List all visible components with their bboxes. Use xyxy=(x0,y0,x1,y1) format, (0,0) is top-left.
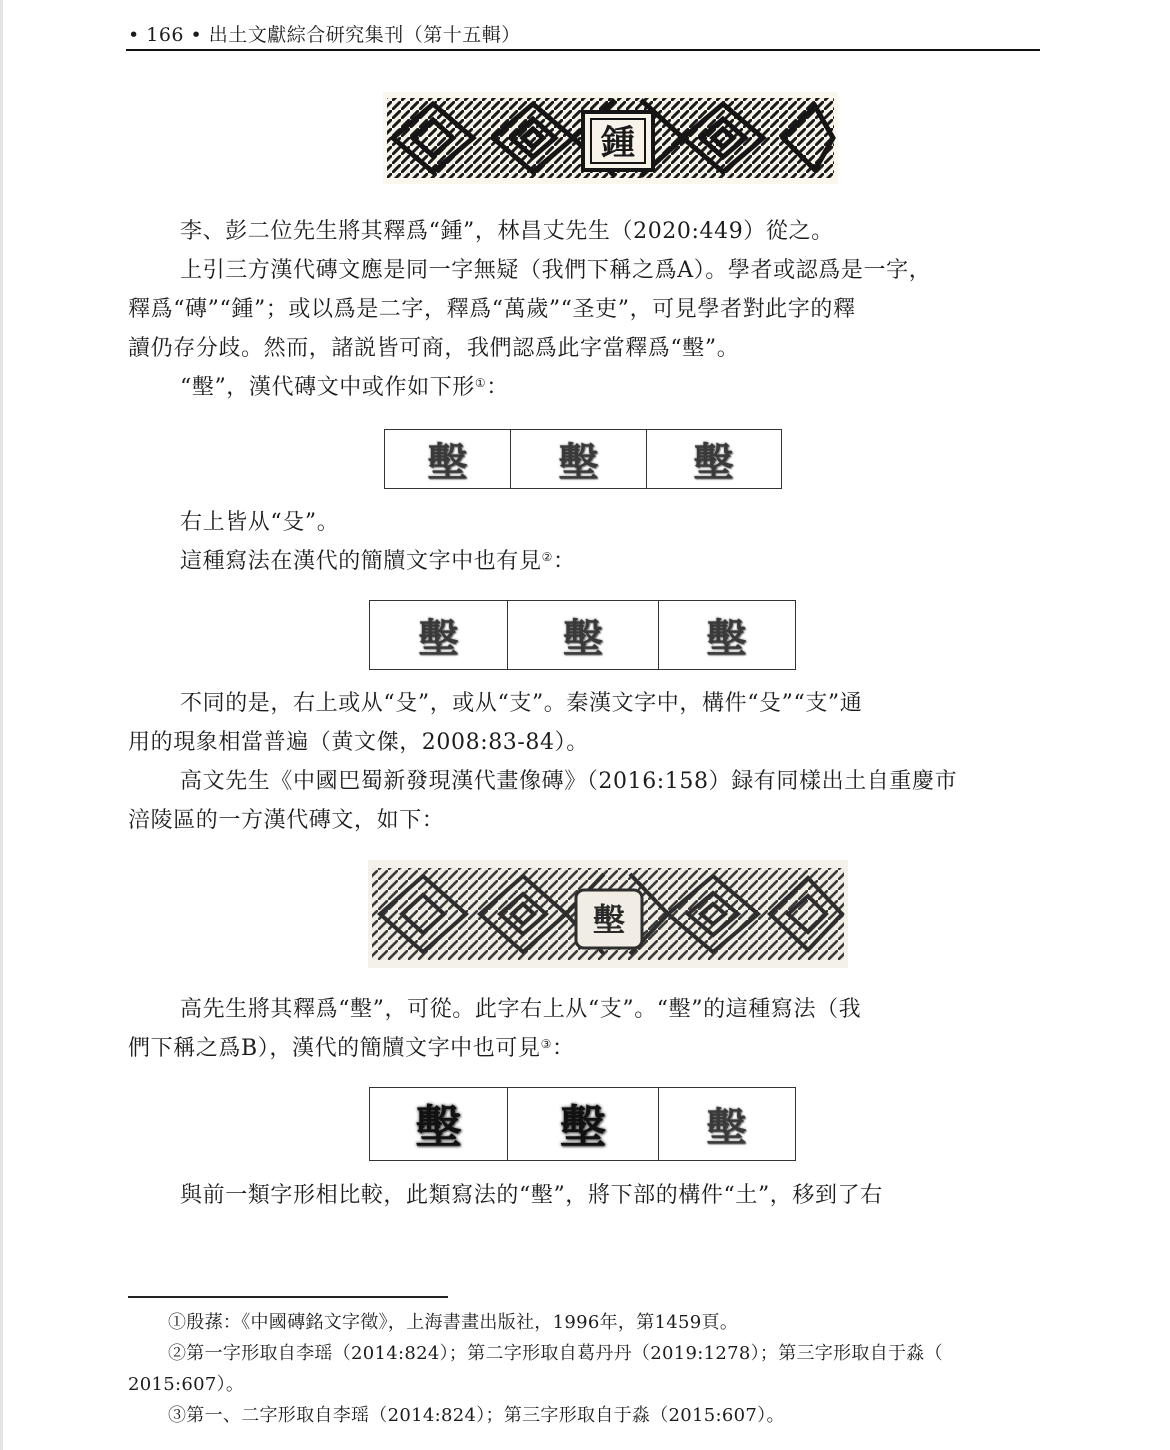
paragraph-3-text: “墼”，漢代磚文中或作如下形 xyxy=(180,375,475,400)
brick-rubbing-figure-1 xyxy=(383,92,838,184)
paragraph-6-line-2: 用的現象相當普遍（黄文傑，2008:83-84）。 xyxy=(128,730,589,755)
footnote-ref-1[interactable]: ① xyxy=(474,376,487,390)
glyph-table-2 xyxy=(369,600,796,670)
footnote-ref-2[interactable]: ② xyxy=(541,550,553,564)
brick-rubbing-figure-2 xyxy=(368,860,848,968)
footnote-ref-3[interactable]: ③ xyxy=(540,1037,552,1051)
paragraph-6-line-1: 不同的是，右上或从“殳”，或从“支”。秦漢文字中，構件“殳”“支”通 xyxy=(180,691,863,716)
glyph-cell: 墼 xyxy=(370,1088,508,1160)
glyph-table-1 xyxy=(384,429,782,489)
glyph-cell: 墼 xyxy=(508,601,659,669)
glyph-cell: 墼 xyxy=(706,614,747,662)
running-head: • 166 • 出土文獻綜合研究集刊（第十五輯） xyxy=(128,24,521,46)
paragraph-5 xyxy=(180,542,1090,581)
paragraph-3 xyxy=(180,368,1090,407)
glyph-table-3 xyxy=(369,1087,796,1161)
glyph-cell: 墼 xyxy=(706,1103,747,1151)
paragraph-2-line-2: 釋爲“磚”“鍾”；或以爲是二字，釋爲“萬歲”“圣吏”，可見學者對此字的釋 xyxy=(128,297,856,322)
paragraph-4: 右上皆从“殳”。 xyxy=(180,510,340,535)
paragraph-1: 李、彭二位先生將其釋爲“鍾”，林昌丈先生（2020:449）從之。 xyxy=(180,219,834,244)
paragraph-9: 與前一類字形相比較，此類寫法的“墼”，將下部的構件“土”，移到了右 xyxy=(180,1183,883,1208)
brick1-character: 鍾 xyxy=(601,123,635,163)
footnote-2-line-2: 2015:607）。 xyxy=(128,1374,245,1395)
glyph-cell: 墼 xyxy=(370,601,508,669)
header-rule xyxy=(126,49,1040,51)
paragraph-5-text: 這種寫法在漢代的簡牘文字中也有見 xyxy=(180,549,542,574)
footnote-3: ③第一、二字形取自李瑶（2014:824）；第三字形取自于淼（2015:607）。 xyxy=(168,1405,785,1426)
page-edge xyxy=(0,0,3,1450)
glyph-cell: 墼 xyxy=(508,1088,659,1160)
paragraph-2-line-1: 上引三方漢代磚文應是同一字無疑（我們下稱之爲A）。學者或認爲是一字， xyxy=(180,258,932,283)
glyph-cell: 墼 xyxy=(511,430,647,488)
paragraph-7-line-1: 高文先生《中國巴蜀新發現漢代畫像磚》（2016:158）録有同樣出土自重慶市 xyxy=(180,769,958,794)
footnote-rule xyxy=(128,1296,448,1298)
paragraph-3-tail: ： xyxy=(486,375,509,400)
paragraph-8-line-2 xyxy=(128,1029,1038,1068)
footnote-2-line-1: ②第一字形取自李瑶（2014:824）；第二字形取自葛丹丹（2019:1278）；第三字形取自于淼（ xyxy=(168,1343,943,1364)
brick2-character: 墼 xyxy=(592,901,626,939)
glyph-cell: 墼 xyxy=(693,438,734,486)
paragraph-8-tail: ： xyxy=(551,1036,575,1061)
paragraph-2-line-3: 讀仍存分歧。然而，諸説皆可商，我們認爲此字當釋爲“墼”。 xyxy=(128,336,740,361)
paragraph-7-line-2: 涪陵區的一方漢代磚文，如下： xyxy=(128,808,445,833)
glyph-cell: 墼 xyxy=(385,430,511,488)
paragraph-8-line-1: 高先生將其釋爲“墼”，可從。此字右上从“支”。“墼”的這種寫法（我 xyxy=(180,997,862,1022)
paragraph-8-text: 們下稱之爲B），漢代的簡牘文字中也可見 xyxy=(128,1036,541,1061)
footnote-1: ①殷蓀：《中國磚銘文字徵》，上海書畫出版社，1996年，第1459頁。 xyxy=(168,1312,739,1333)
paragraph-5-tail: ： xyxy=(552,549,576,574)
